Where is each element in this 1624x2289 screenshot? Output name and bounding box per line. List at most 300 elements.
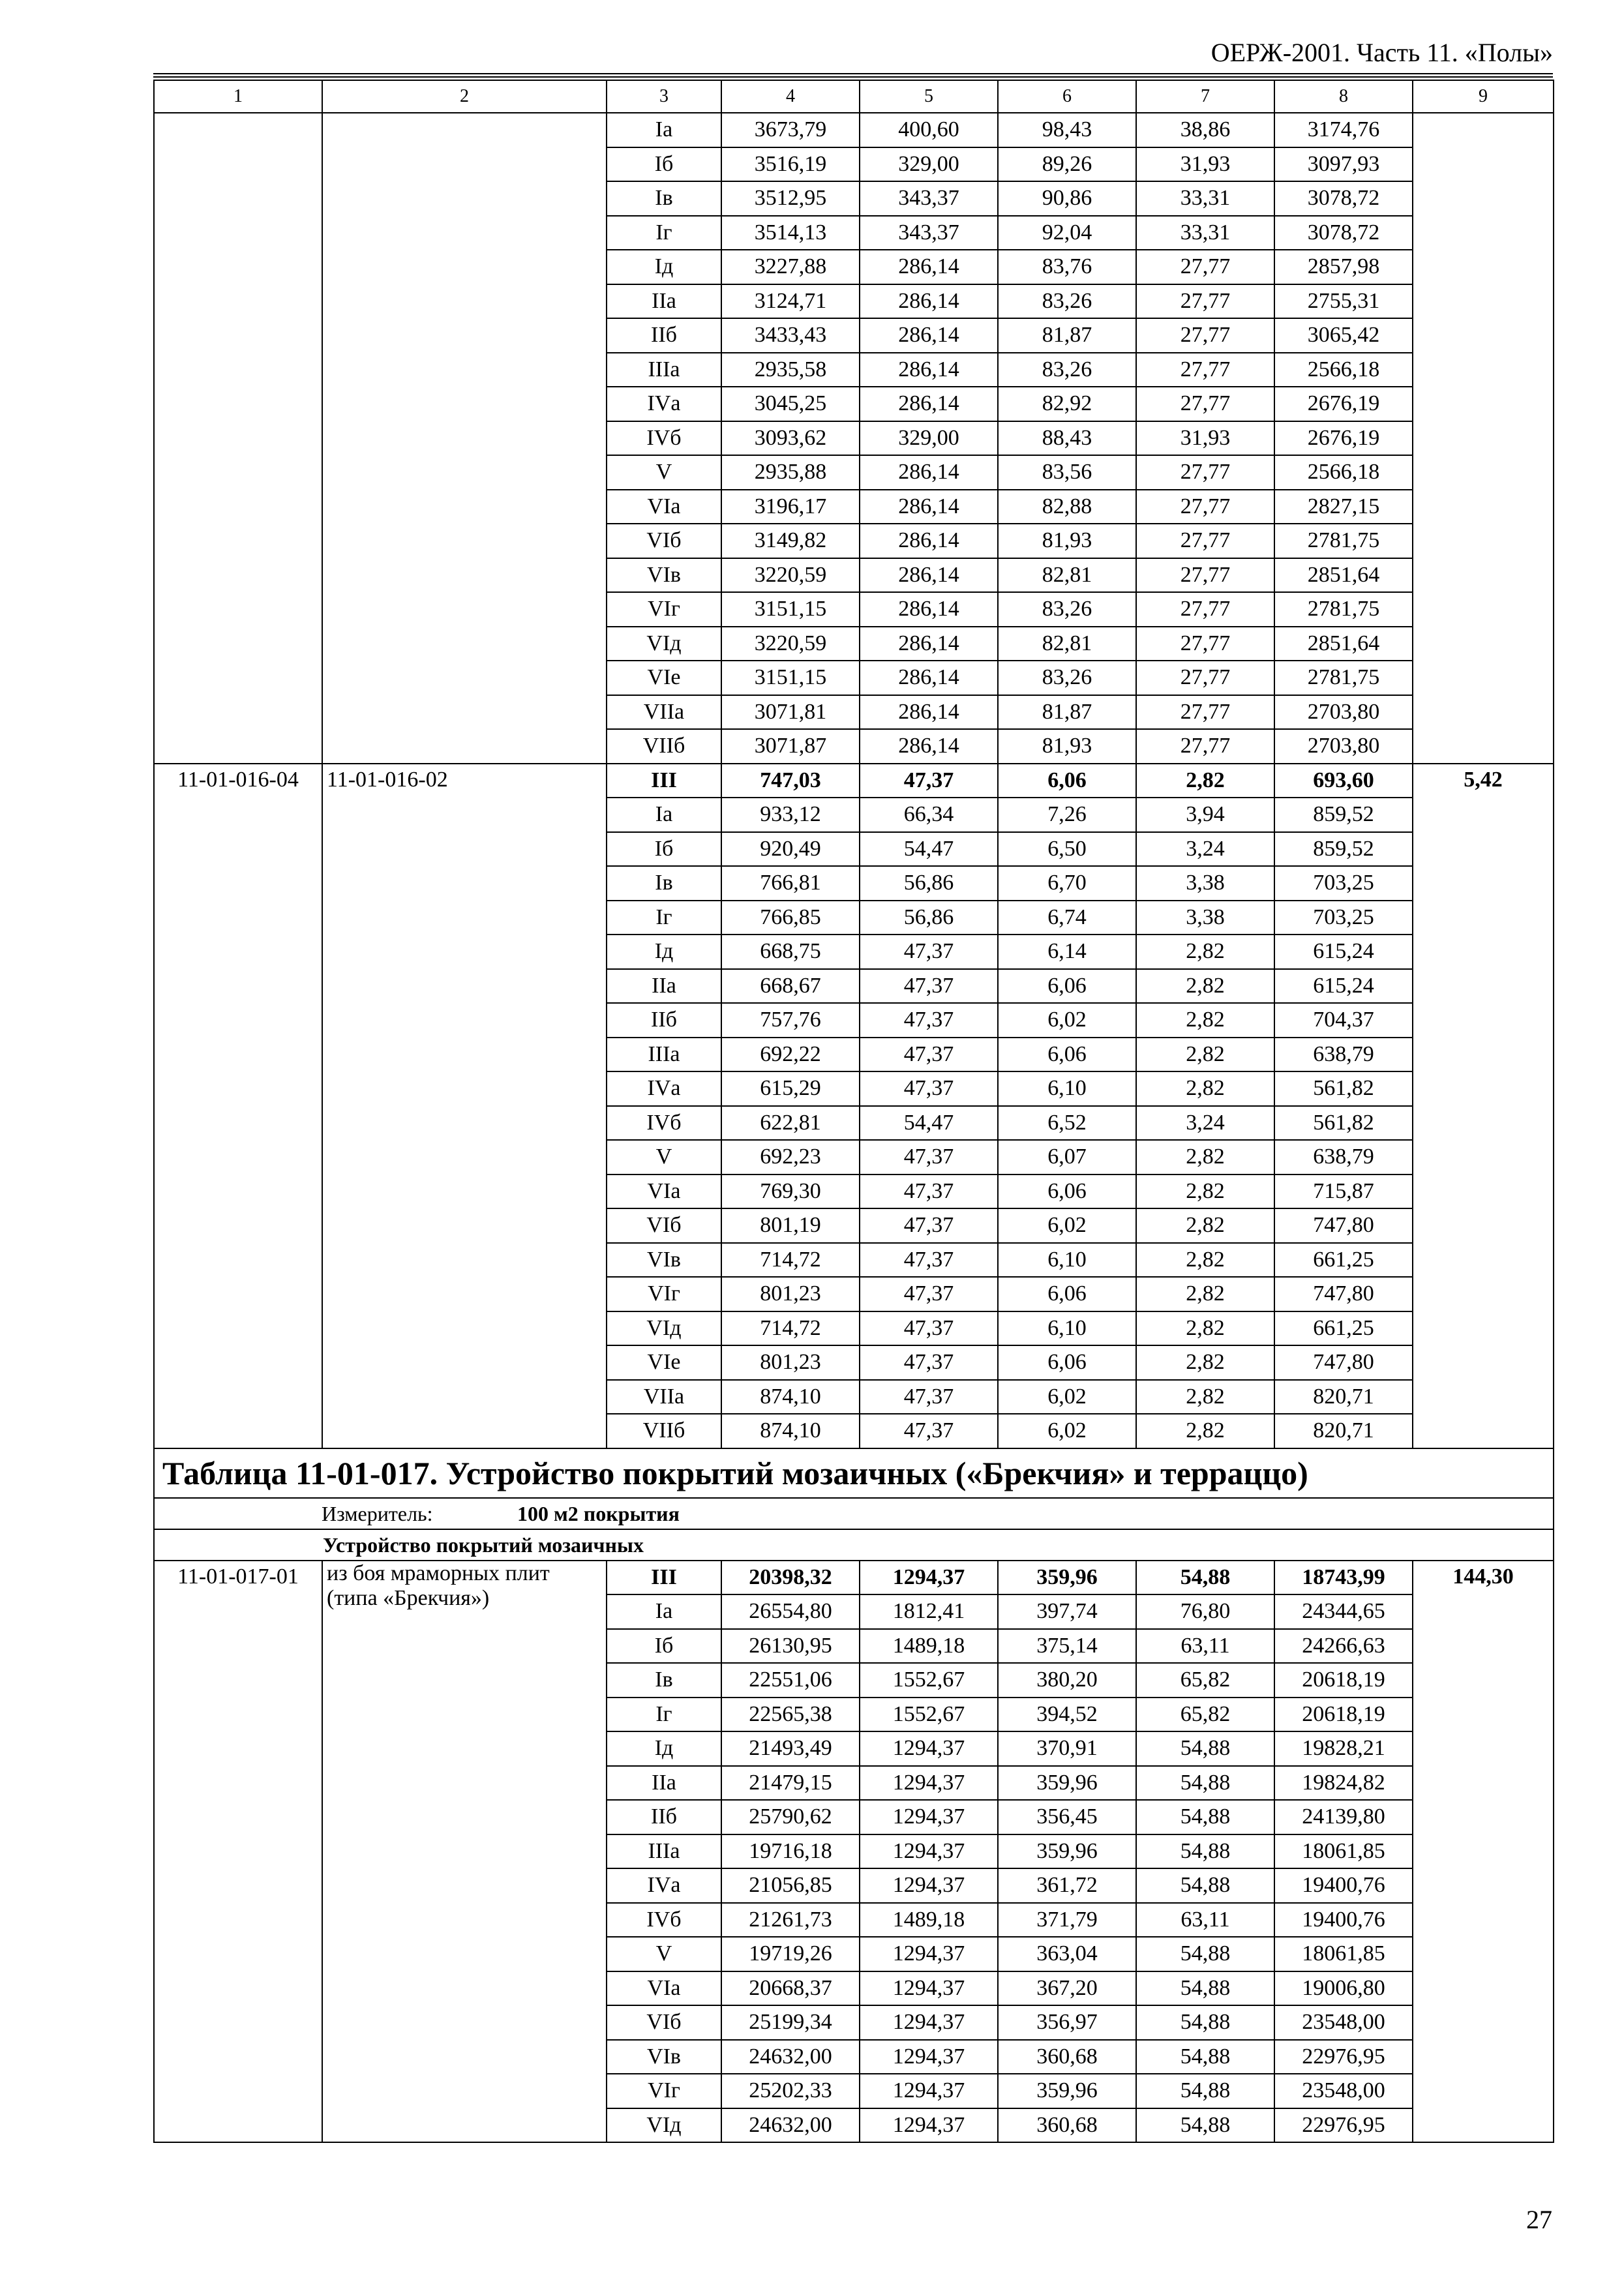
value-cell: 286,14 <box>860 490 998 524</box>
category-cell: VIг <box>607 1277 721 1311</box>
value-cell: 615,29 <box>721 1071 860 1106</box>
value-cell: 56,86 <box>860 901 998 935</box>
value-cell: 2,82 <box>1136 764 1274 798</box>
value-cell: 1294,37 <box>860 1937 998 1971</box>
value-cell: 54,88 <box>1136 1800 1274 1834</box>
value-cell: 371,79 <box>998 1903 1136 1937</box>
value-cell: 2935,58 <box>721 353 860 387</box>
value-cell: 22551,06 <box>721 1663 860 1698</box>
value-cell: 21479,15 <box>721 1766 860 1801</box>
category-cell: VIIа <box>607 1380 721 1414</box>
category-cell: Iб <box>607 832 721 867</box>
value-cell: 54,88 <box>1136 1561 1274 1595</box>
value-cell: 1294,37 <box>860 1766 998 1801</box>
value-cell: 874,10 <box>721 1414 860 1448</box>
value-cell: 27,77 <box>1136 250 1274 284</box>
value-cell: 1294,37 <box>860 1731 998 1766</box>
value-cell: 31,93 <box>1136 147 1274 182</box>
value-cell: 27,77 <box>1136 661 1274 695</box>
value-cell: 6,02 <box>998 1380 1136 1414</box>
category-cell: V <box>607 1140 721 1174</box>
category-cell: Iд <box>607 935 721 969</box>
value-cell: 47,37 <box>860 1345 998 1380</box>
value-cell: 693,60 <box>1274 764 1413 798</box>
ref-cell <box>322 113 607 764</box>
value-cell: 2781,75 <box>1274 661 1413 695</box>
value-cell: 27,77 <box>1136 524 1274 558</box>
value-cell: 19828,21 <box>1274 1731 1413 1766</box>
value-cell: 81,87 <box>998 695 1136 730</box>
value-cell: 47,37 <box>860 1311 998 1346</box>
value-cell: 801,19 <box>721 1208 860 1243</box>
category-cell: Iа <box>607 1594 721 1629</box>
value-cell: 380,20 <box>998 1663 1136 1698</box>
category-cell: Iг <box>607 1698 721 1732</box>
column-number-row <box>154 80 1554 113</box>
value-cell: 766,81 <box>721 866 860 901</box>
value-cell: 54,47 <box>860 1106 998 1141</box>
value-cell: 2851,64 <box>1274 627 1413 661</box>
value-cell: 24266,63 <box>1274 1629 1413 1664</box>
value-cell: 1552,67 <box>860 1663 998 1698</box>
value-cell: 82,81 <box>998 627 1136 661</box>
value-cell: 3097,93 <box>1274 147 1413 182</box>
value-cell: 3151,15 <box>721 661 860 695</box>
category-cell: IVб <box>607 1903 721 1937</box>
category-cell: VIIа <box>607 695 721 730</box>
value-cell: 6,07 <box>998 1140 1136 1174</box>
category-cell: VIв <box>607 2040 721 2074</box>
value-cell: 820,71 <box>1274 1380 1413 1414</box>
value-cell: 66,34 <box>860 798 998 832</box>
value-cell: 20398,32 <box>721 1561 860 1595</box>
value-cell: 3673,79 <box>721 113 860 147</box>
category-cell: IIб <box>607 1003 721 1038</box>
value-cell: 286,14 <box>860 695 998 730</box>
category-cell: VIд <box>607 2108 721 2143</box>
category-cell: Iд <box>607 250 721 284</box>
page-number: 27 <box>1526 2205 1552 2234</box>
category-cell: IIIа <box>607 1038 721 1072</box>
value-cell: 1294,37 <box>860 1868 998 1903</box>
value-cell: 747,80 <box>1274 1208 1413 1243</box>
value-cell: 54,88 <box>1136 1868 1274 1903</box>
value-cell: 19006,80 <box>1274 1971 1413 2006</box>
value-cell: 286,14 <box>860 661 998 695</box>
value-cell: 3,38 <box>1136 866 1274 901</box>
value-cell: 286,14 <box>860 353 998 387</box>
value-cell: 286,14 <box>860 284 998 319</box>
category-cell: IIб <box>607 1800 721 1834</box>
value-cell: 83,26 <box>998 661 1136 695</box>
value-cell: 2,82 <box>1136 1277 1274 1311</box>
value-cell: 2857,98 <box>1274 250 1413 284</box>
value-cell: 47,37 <box>860 1071 998 1106</box>
value-cell: 3433,43 <box>721 318 860 353</box>
value-cell: 82,81 <box>998 558 1136 593</box>
category-cell: VIд <box>607 627 721 661</box>
value-cell: 47,37 <box>860 969 998 1004</box>
value-cell: 65,82 <box>1136 1663 1274 1698</box>
value-cell: 81,87 <box>998 318 1136 353</box>
ref-cell: из боя мраморных плит (типа «Брекчия») <box>322 1561 607 2143</box>
value-cell: 1294,37 <box>860 1834 998 1869</box>
value-cell: 6,06 <box>998 764 1136 798</box>
column-number: 9 <box>1413 80 1554 113</box>
category-cell: VIа <box>607 1174 721 1209</box>
value-cell: 874,10 <box>721 1380 860 1414</box>
value-cell: 18743,99 <box>1274 1561 1413 1595</box>
value-cell: 2566,18 <box>1274 455 1413 490</box>
value-cell: 286,14 <box>860 592 998 627</box>
col9-cell <box>1413 113 1554 764</box>
category-cell: VIд <box>607 1311 721 1346</box>
col9-cell: 144,30 <box>1413 1561 1554 2143</box>
value-cell: 63,11 <box>1136 1629 1274 1664</box>
category-cell: III <box>607 1561 721 1595</box>
value-cell: 26130,95 <box>721 1629 860 1664</box>
category-cell: IIIа <box>607 1834 721 1869</box>
value-cell: 286,14 <box>860 729 998 764</box>
value-cell: 859,52 <box>1274 832 1413 867</box>
value-cell: 21493,49 <box>721 1731 860 1766</box>
value-cell: 661,25 <box>1274 1311 1413 1346</box>
value-cell: 359,96 <box>998 1561 1136 1595</box>
table-row <box>154 1561 1554 1595</box>
value-cell: 6,10 <box>998 1311 1136 1346</box>
value-cell: 47,37 <box>860 1140 998 1174</box>
table-title: Таблица 11-01-017. Устройство покрытий мозаичных («Брекчия» и терраццо) <box>154 1448 1554 1498</box>
value-cell: 81,93 <box>998 524 1136 558</box>
value-cell: 88,43 <box>998 421 1136 456</box>
value-cell: 47,37 <box>860 1380 998 1414</box>
value-cell: 2,82 <box>1136 1243 1274 1278</box>
column-number: 6 <box>998 80 1136 113</box>
value-cell: 757,76 <box>721 1003 860 1038</box>
value-cell: 2676,19 <box>1274 421 1413 456</box>
category-cell: IIа <box>607 969 721 1004</box>
value-cell: 286,14 <box>860 387 998 421</box>
value-cell: 2,82 <box>1136 1380 1274 1414</box>
value-cell: 47,37 <box>860 1174 998 1209</box>
value-cell: 1552,67 <box>860 1698 998 1732</box>
value-cell: 356,97 <box>998 2005 1136 2040</box>
value-cell: 6,14 <box>998 935 1136 969</box>
value-cell: 3512,95 <box>721 181 860 216</box>
value-cell: 18061,85 <box>1274 1834 1413 1869</box>
category-cell: Iв <box>607 866 721 901</box>
value-cell: 704,37 <box>1274 1003 1413 1038</box>
value-cell: 6,06 <box>998 1174 1136 1209</box>
code-cell <box>154 113 322 764</box>
value-cell: 27,77 <box>1136 592 1274 627</box>
category-cell: IIIа <box>607 353 721 387</box>
value-cell: 56,86 <box>860 866 998 901</box>
category-cell: VIIб <box>607 1414 721 1448</box>
value-cell: 2755,31 <box>1274 284 1413 319</box>
value-cell: 47,37 <box>860 1003 998 1038</box>
value-cell: 27,77 <box>1136 695 1274 730</box>
value-cell: 2781,75 <box>1274 592 1413 627</box>
value-cell: 6,02 <box>998 1414 1136 1448</box>
value-cell: 747,03 <box>721 764 860 798</box>
value-cell: 33,31 <box>1136 181 1274 216</box>
value-cell: 54,47 <box>860 832 998 867</box>
value-cell: 359,96 <box>998 1766 1136 1801</box>
value-cell: 715,87 <box>1274 1174 1413 1209</box>
value-cell: 27,77 <box>1136 284 1274 319</box>
value-cell: 47,37 <box>860 1038 998 1072</box>
value-cell: 801,23 <box>721 1277 860 1311</box>
value-cell: 3078,72 <box>1274 216 1413 250</box>
value-cell: 65,82 <box>1136 1698 1274 1732</box>
value-cell: 19824,82 <box>1274 1766 1413 1801</box>
value-cell: 24139,80 <box>1274 1800 1413 1834</box>
value-cell: 3124,71 <box>721 284 860 319</box>
value-cell: 859,52 <box>1274 798 1413 832</box>
value-cell: 98,43 <box>998 113 1136 147</box>
value-cell: 6,06 <box>998 969 1136 1004</box>
value-cell: 76,80 <box>1136 1594 1274 1629</box>
category-cell: VIв <box>607 558 721 593</box>
value-cell: 83,76 <box>998 250 1136 284</box>
value-cell: 19400,76 <box>1274 1868 1413 1903</box>
value-cell: 21261,73 <box>721 1903 860 1937</box>
value-cell: 25202,33 <box>721 2074 860 2108</box>
value-cell: 82,88 <box>998 490 1136 524</box>
value-cell: 375,14 <box>998 1629 1136 1664</box>
value-cell: 1294,37 <box>860 1971 998 2006</box>
value-cell: 3227,88 <box>721 250 860 284</box>
column-number: 3 <box>607 80 721 113</box>
meter-value: 100 м2 покрытия <box>517 1501 680 1525</box>
category-cell: Iг <box>607 216 721 250</box>
value-cell: 3093,62 <box>721 421 860 456</box>
value-cell: 2,82 <box>1136 1003 1274 1038</box>
value-cell: 668,75 <box>721 935 860 969</box>
value-cell: 286,14 <box>860 627 998 661</box>
category-cell: VIа <box>607 490 721 524</box>
value-cell: 54,88 <box>1136 1834 1274 1869</box>
header-rule <box>153 73 1553 78</box>
value-cell: 22976,95 <box>1274 2108 1413 2143</box>
value-cell: 561,82 <box>1274 1106 1413 1141</box>
category-cell: VIе <box>607 661 721 695</box>
value-cell: 360,68 <box>998 2108 1136 2143</box>
value-cell: 363,04 <box>998 1937 1136 1971</box>
category-cell: IIа <box>607 284 721 319</box>
col9-cell: 5,42 <box>1413 764 1554 1448</box>
value-cell: 703,25 <box>1274 901 1413 935</box>
value-cell: 1294,37 <box>860 2040 998 2074</box>
table-row <box>154 113 1554 147</box>
value-cell: 6,06 <box>998 1277 1136 1311</box>
value-cell: 27,77 <box>1136 318 1274 353</box>
value-cell: 3220,59 <box>721 558 860 593</box>
value-cell: 1294,37 <box>860 1800 998 1834</box>
section-cell <box>154 1529 1554 1561</box>
value-cell: 1294,37 <box>860 2108 998 2143</box>
value-cell: 3065,42 <box>1274 318 1413 353</box>
value-cell: 27,77 <box>1136 558 1274 593</box>
value-cell: 7,26 <box>998 798 1136 832</box>
category-cell: IIб <box>607 318 721 353</box>
value-cell: 692,22 <box>721 1038 860 1072</box>
meter-row <box>154 1498 1554 1529</box>
category-cell: IVб <box>607 1106 721 1141</box>
category-cell: IVб <box>607 421 721 456</box>
value-cell: 1812,41 <box>860 1594 998 1629</box>
value-cell: 19400,76 <box>1274 1903 1413 1937</box>
category-cell: Iв <box>607 1663 721 1698</box>
value-cell: 6,74 <box>998 901 1136 935</box>
category-cell: VIг <box>607 592 721 627</box>
value-cell: 6,02 <box>998 1208 1136 1243</box>
value-cell: 3,38 <box>1136 901 1274 935</box>
value-cell: 714,72 <box>721 1311 860 1346</box>
value-cell: 661,25 <box>1274 1243 1413 1278</box>
column-number: 1 <box>154 80 322 113</box>
category-cell: VIа <box>607 1971 721 2006</box>
value-cell: 615,24 <box>1274 935 1413 969</box>
value-cell: 27,77 <box>1136 729 1274 764</box>
column-number: 2 <box>322 80 607 113</box>
value-cell: 83,56 <box>998 455 1136 490</box>
ref-cell: 11-01-016-02 <box>322 764 607 1448</box>
category-cell: Iа <box>607 798 721 832</box>
value-cell: 3071,81 <box>721 695 860 730</box>
value-cell: 47,37 <box>860 1208 998 1243</box>
value-cell: 394,52 <box>998 1698 1136 1732</box>
value-cell: 286,14 <box>860 318 998 353</box>
value-cell: 933,12 <box>721 798 860 832</box>
value-cell: 6,06 <box>998 1038 1136 1072</box>
category-cell: IVа <box>607 1071 721 1106</box>
value-cell: 1294,37 <box>860 2005 998 2040</box>
value-cell: 359,96 <box>998 2074 1136 2108</box>
value-cell: 3516,19 <box>721 147 860 182</box>
value-cell: 23548,00 <box>1274 2005 1413 2040</box>
category-cell: Iг <box>607 901 721 935</box>
category-cell: VIIб <box>607 729 721 764</box>
value-cell: 3,24 <box>1136 832 1274 867</box>
value-cell: 2851,64 <box>1274 558 1413 593</box>
value-cell: 54,88 <box>1136 2074 1274 2108</box>
meter-label: Измеритель: <box>322 1501 433 1525</box>
value-cell: 801,23 <box>721 1345 860 1380</box>
value-cell: 20618,19 <box>1274 1698 1413 1732</box>
running-header: ОЕРЖ-2001. Часть 11. «Полы» <box>1210 38 1553 67</box>
value-cell: 3220,59 <box>721 627 860 661</box>
value-cell: 6,70 <box>998 866 1136 901</box>
value-cell: 22565,38 <box>721 1698 860 1732</box>
value-cell: 769,30 <box>721 1174 860 1209</box>
value-cell: 2,82 <box>1136 1174 1274 1209</box>
column-number: 5 <box>860 80 998 113</box>
value-cell: 3,24 <box>1136 1106 1274 1141</box>
value-cell: 20618,19 <box>1274 1663 1413 1698</box>
value-cell: 25790,62 <box>721 1800 860 1834</box>
value-cell: 63,11 <box>1136 1903 1274 1937</box>
category-cell: III <box>607 764 721 798</box>
value-cell: 19719,26 <box>721 1937 860 1971</box>
category-cell: Iв <box>607 181 721 216</box>
category-cell: VIг <box>607 2074 721 2108</box>
category-cell: Iд <box>607 1731 721 1766</box>
code-cell: 11-01-017-01 <box>154 1561 322 2143</box>
category-cell: IIа <box>607 1766 721 1801</box>
value-cell: 286,14 <box>860 250 998 284</box>
value-cell: 47,37 <box>860 1414 998 1448</box>
value-cell: 360,68 <box>998 2040 1136 2074</box>
table-title-row <box>154 1448 1554 1498</box>
value-cell: 2703,80 <box>1274 729 1413 764</box>
value-cell: 2676,19 <box>1274 387 1413 421</box>
meter-cell <box>154 1498 1554 1529</box>
value-cell: 747,80 <box>1274 1345 1413 1380</box>
category-cell: VIб <box>607 1208 721 1243</box>
value-cell: 89,26 <box>998 147 1136 182</box>
value-cell: 27,77 <box>1136 490 1274 524</box>
value-cell: 81,93 <box>998 729 1136 764</box>
value-cell: 920,49 <box>721 832 860 867</box>
value-cell: 615,24 <box>1274 969 1413 1004</box>
value-cell: 6,52 <box>998 1106 1136 1141</box>
value-cell: 820,71 <box>1274 1414 1413 1448</box>
value-cell: 27,77 <box>1136 353 1274 387</box>
value-cell: 3071,87 <box>721 729 860 764</box>
value-cell: 18061,85 <box>1274 1937 1413 1971</box>
value-cell: 54,88 <box>1136 1731 1274 1766</box>
value-cell: 31,93 <box>1136 421 1274 456</box>
value-cell: 370,91 <box>998 1731 1136 1766</box>
value-cell: 2,82 <box>1136 1414 1274 1448</box>
value-cell: 19716,18 <box>721 1834 860 1869</box>
value-cell: 2566,18 <box>1274 353 1413 387</box>
value-cell: 1489,18 <box>860 1903 998 1937</box>
value-cell: 703,25 <box>1274 866 1413 901</box>
value-cell: 692,23 <box>721 1140 860 1174</box>
value-cell: 714,72 <box>721 1243 860 1278</box>
value-cell: 561,82 <box>1274 1071 1413 1106</box>
section-title: Устройство покрытий мозаичных <box>323 1533 644 1557</box>
value-cell: 766,85 <box>721 901 860 935</box>
value-cell: 6,10 <box>998 1071 1136 1106</box>
value-cell: 27,77 <box>1136 455 1274 490</box>
value-cell: 329,00 <box>860 147 998 182</box>
category-cell: VIб <box>607 2005 721 2040</box>
value-cell: 668,67 <box>721 969 860 1004</box>
category-cell: Iб <box>607 1629 721 1664</box>
value-cell: 6,10 <box>998 1243 1136 1278</box>
value-cell: 1294,37 <box>860 2074 998 2108</box>
value-cell: 20668,37 <box>721 1971 860 2006</box>
value-cell: 3174,76 <box>1274 113 1413 147</box>
value-cell: 3,94 <box>1136 798 1274 832</box>
value-cell: 356,45 <box>998 1800 1136 1834</box>
value-cell: 24632,00 <box>721 2108 860 2143</box>
value-cell: 361,72 <box>998 1868 1136 1903</box>
value-cell: 6,50 <box>998 832 1136 867</box>
value-cell: 397,74 <box>998 1594 1136 1629</box>
value-cell: 3196,17 <box>721 490 860 524</box>
category-cell: IVа <box>607 387 721 421</box>
value-cell: 33,31 <box>1136 216 1274 250</box>
value-cell: 54,88 <box>1136 2005 1274 2040</box>
value-cell: 2,82 <box>1136 1071 1274 1106</box>
value-cell: 638,79 <box>1274 1140 1413 1174</box>
value-cell: 2,82 <box>1136 1345 1274 1380</box>
